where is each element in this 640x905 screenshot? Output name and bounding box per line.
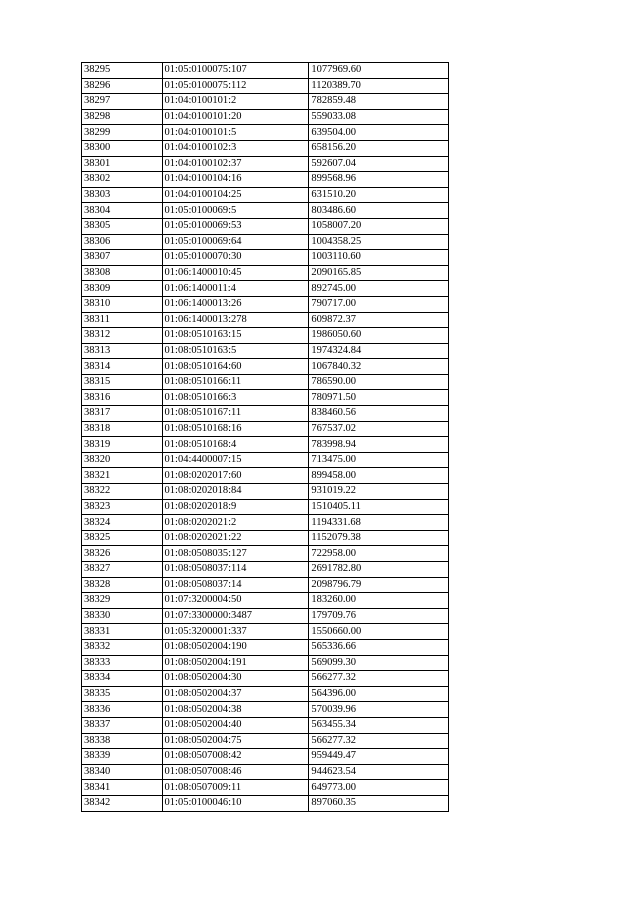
value-cell: 1077969.60	[309, 63, 449, 79]
cadastral-number-cell: 01:04:0100102:37	[162, 156, 309, 172]
value-cell: 767537.02	[309, 421, 449, 437]
row-number-cell: 38341	[82, 780, 163, 796]
row-number-cell: 38331	[82, 624, 163, 640]
table-row	[82, 281, 449, 297]
table-row	[82, 671, 449, 687]
cadastral-number-cell: 01:04:0100101:2	[162, 94, 309, 110]
table-row	[82, 546, 449, 562]
table-row	[82, 421, 449, 437]
row-number-cell: 38320	[82, 452, 163, 468]
cadastral-number-cell: 01:06:1400011:4	[162, 281, 309, 297]
value-cell: 786590.00	[309, 374, 449, 390]
row-number-cell: 38315	[82, 374, 163, 390]
cadastral-number-cell: 01:06:1400013:278	[162, 312, 309, 328]
value-cell: 1067840.32	[309, 359, 449, 375]
table-row	[82, 499, 449, 515]
table-row	[82, 328, 449, 344]
row-number-cell: 38325	[82, 530, 163, 546]
table-row	[82, 203, 449, 219]
value-cell: 892745.00	[309, 281, 449, 297]
row-number-cell: 38307	[82, 250, 163, 266]
row-number-cell: 38312	[82, 328, 163, 344]
cadastral-number-cell: 01:06:1400013:26	[162, 296, 309, 312]
value-cell: 1058007.20	[309, 218, 449, 234]
value-cell: 569099.30	[309, 655, 449, 671]
table-row	[82, 296, 449, 312]
row-number-cell: 38338	[82, 733, 163, 749]
cadastral-number-cell: 01:08:0502004:37	[162, 686, 309, 702]
value-cell: 899568.96	[309, 172, 449, 188]
cadastral-number-cell: 01:08:0502004:75	[162, 733, 309, 749]
value-cell: 649773.00	[309, 780, 449, 796]
table-row	[82, 749, 449, 765]
table-row	[82, 406, 449, 422]
value-cell: 1152079.38	[309, 530, 449, 546]
cadastral-number-cell: 01:08:0507008:42	[162, 749, 309, 765]
table-row	[82, 125, 449, 141]
cadastral-number-cell: 01:05:0100069:64	[162, 234, 309, 250]
cadastral-number-cell: 01:07:3300000:3487	[162, 608, 309, 624]
cadastral-number-cell: 01:08:0510166:11	[162, 374, 309, 390]
row-number-cell: 38326	[82, 546, 163, 562]
table-row	[82, 764, 449, 780]
row-number-cell: 38322	[82, 484, 163, 500]
table-row	[82, 218, 449, 234]
cadastral-number-cell: 01:08:0508037:114	[162, 562, 309, 578]
row-number-cell: 38334	[82, 671, 163, 687]
cadastral-value-table	[81, 62, 449, 812]
row-number-cell: 38304	[82, 203, 163, 219]
table-row	[82, 717, 449, 733]
cadastral-number-cell: 01:08:0202021:22	[162, 530, 309, 546]
value-cell: 838460.56	[309, 406, 449, 422]
cadastral-number-cell: 01:05:0100075:112	[162, 78, 309, 94]
row-number-cell: 38327	[82, 562, 163, 578]
cadastral-number-cell: 01:08:0508035:127	[162, 546, 309, 562]
row-number-cell: 38306	[82, 234, 163, 250]
cadastral-number-cell: 01:08:0510166:3	[162, 390, 309, 406]
cadastral-number-cell: 01:04:0100104:25	[162, 187, 309, 203]
value-cell: 783998.94	[309, 437, 449, 453]
value-cell: 566277.32	[309, 671, 449, 687]
cadastral-number-cell: 01:08:0502004:40	[162, 717, 309, 733]
value-cell: 780971.50	[309, 390, 449, 406]
value-cell: 609872.37	[309, 312, 449, 328]
table-body	[82, 63, 449, 812]
row-number-cell: 38298	[82, 109, 163, 125]
table-row	[82, 265, 449, 281]
value-cell: 564396.00	[309, 686, 449, 702]
cadastral-number-cell: 01:08:0510167:11	[162, 406, 309, 422]
row-number-cell: 38329	[82, 593, 163, 609]
value-cell: 722958.00	[309, 546, 449, 562]
table-row	[82, 780, 449, 796]
row-number-cell: 38323	[82, 499, 163, 515]
row-number-cell: 38311	[82, 312, 163, 328]
cadastral-number-cell: 01:08:0507008:46	[162, 764, 309, 780]
row-number-cell: 38328	[82, 577, 163, 593]
value-cell: 782859.48	[309, 94, 449, 110]
table-row	[82, 374, 449, 390]
table-row	[82, 639, 449, 655]
table-row	[82, 608, 449, 624]
table-row	[82, 702, 449, 718]
cadastral-number-cell: 01:08:0502004:38	[162, 702, 309, 718]
cadastral-number-cell: 01:04:0100101:5	[162, 125, 309, 141]
row-number-cell: 38318	[82, 421, 163, 437]
row-number-cell: 38309	[82, 281, 163, 297]
cadastral-number-cell: 01:08:0502004:30	[162, 671, 309, 687]
cadastral-number-cell: 01:08:0510163:5	[162, 343, 309, 359]
cadastral-number-cell: 01:04:4400007:15	[162, 452, 309, 468]
table-row	[82, 795, 449, 811]
cadastral-number-cell: 01:08:0510163:15	[162, 328, 309, 344]
value-cell: 2098796.79	[309, 577, 449, 593]
table-row	[82, 250, 449, 266]
value-cell: 1120389.70	[309, 78, 449, 94]
cadastral-number-cell: 01:08:0502004:191	[162, 655, 309, 671]
row-number-cell: 38299	[82, 125, 163, 141]
cadastral-number-cell: 01:08:0202017:60	[162, 468, 309, 484]
value-cell: 897060.35	[309, 795, 449, 811]
row-number-cell: 38297	[82, 94, 163, 110]
value-cell: 1003110.60	[309, 250, 449, 266]
row-number-cell: 38324	[82, 515, 163, 531]
row-number-cell: 38317	[82, 406, 163, 422]
cadastral-number-cell: 01:07:3200004:50	[162, 593, 309, 609]
row-number-cell: 38333	[82, 655, 163, 671]
table-row	[82, 343, 449, 359]
value-cell: 563455.34	[309, 717, 449, 733]
row-number-cell: 38314	[82, 359, 163, 375]
table-row	[82, 624, 449, 640]
table-row	[82, 733, 449, 749]
row-number-cell: 38340	[82, 764, 163, 780]
table-row	[82, 562, 449, 578]
row-number-cell: 38303	[82, 187, 163, 203]
value-cell: 183260.00	[309, 593, 449, 609]
value-cell: 1986050.60	[309, 328, 449, 344]
value-cell: 2691782.80	[309, 562, 449, 578]
value-cell: 566277.32	[309, 733, 449, 749]
table-row	[82, 156, 449, 172]
value-cell: 658156.20	[309, 140, 449, 156]
table-row	[82, 452, 449, 468]
cadastral-number-cell: 01:05:3200001:337	[162, 624, 309, 640]
cadastral-number-cell: 01:08:0508037:14	[162, 577, 309, 593]
table-row	[82, 484, 449, 500]
row-number-cell: 38302	[82, 172, 163, 188]
table-row	[82, 593, 449, 609]
value-cell: 639504.00	[309, 125, 449, 141]
row-number-cell: 38296	[82, 78, 163, 94]
row-number-cell: 38308	[82, 265, 163, 281]
cadastral-number-cell: 01:08:0502004:190	[162, 639, 309, 655]
row-number-cell: 38330	[82, 608, 163, 624]
cadastral-number-cell: 01:08:0202021:2	[162, 515, 309, 531]
table-row	[82, 686, 449, 702]
value-cell: 713475.00	[309, 452, 449, 468]
row-number-cell: 38321	[82, 468, 163, 484]
value-cell: 899458.00	[309, 468, 449, 484]
value-cell: 959449.47	[309, 749, 449, 765]
row-number-cell: 38305	[82, 218, 163, 234]
table-row	[82, 109, 449, 125]
row-number-cell: 38337	[82, 717, 163, 733]
cadastral-number-cell: 01:08:0202018:84	[162, 484, 309, 500]
row-number-cell: 38295	[82, 63, 163, 79]
value-cell: 931019.22	[309, 484, 449, 500]
row-number-cell: 38313	[82, 343, 163, 359]
value-cell: 592607.04	[309, 156, 449, 172]
table-row	[82, 530, 449, 546]
value-cell: 631510.20	[309, 187, 449, 203]
table-row	[82, 390, 449, 406]
row-number-cell: 38310	[82, 296, 163, 312]
cadastral-number-cell: 01:05:0100046:10	[162, 795, 309, 811]
table-row	[82, 655, 449, 671]
value-cell: 1194331.68	[309, 515, 449, 531]
value-cell: 944623.54	[309, 764, 449, 780]
row-number-cell: 38301	[82, 156, 163, 172]
table-row	[82, 515, 449, 531]
row-number-cell: 38319	[82, 437, 163, 453]
cadastral-number-cell: 01:08:0507009:11	[162, 780, 309, 796]
value-cell: 1550660.00	[309, 624, 449, 640]
table-row	[82, 187, 449, 203]
value-cell: 803486.60	[309, 203, 449, 219]
value-cell: 559033.08	[309, 109, 449, 125]
row-number-cell: 38339	[82, 749, 163, 765]
table-row	[82, 437, 449, 453]
cadastral-number-cell: 01:04:0100102:3	[162, 140, 309, 156]
table-row	[82, 140, 449, 156]
row-number-cell: 38336	[82, 702, 163, 718]
row-number-cell: 38316	[82, 390, 163, 406]
row-number-cell: 38335	[82, 686, 163, 702]
cadastral-number-cell: 01:04:0100101:20	[162, 109, 309, 125]
value-cell: 179709.76	[309, 608, 449, 624]
table-row	[82, 234, 449, 250]
cadastral-number-cell: 01:05:0100075:107	[162, 63, 309, 79]
row-number-cell: 38332	[82, 639, 163, 655]
row-number-cell: 38342	[82, 795, 163, 811]
table-row	[82, 94, 449, 110]
table-row	[82, 78, 449, 94]
cadastral-number-cell: 01:08:0510164:60	[162, 359, 309, 375]
cadastral-number-cell: 01:08:0510168:16	[162, 421, 309, 437]
value-cell: 1974324.84	[309, 343, 449, 359]
table-row	[82, 312, 449, 328]
cadastral-number-cell: 01:08:0510168:4	[162, 437, 309, 453]
value-cell: 1004358.25	[309, 234, 449, 250]
value-cell: 565336.66	[309, 639, 449, 655]
table-row	[82, 359, 449, 375]
value-cell: 2090165.85	[309, 265, 449, 281]
value-cell: 790717.00	[309, 296, 449, 312]
value-cell: 1510405.11	[309, 499, 449, 515]
cadastral-number-cell: 01:05:0100070:30	[162, 250, 309, 266]
table-row	[82, 577, 449, 593]
cadastral-number-cell: 01:05:0100069:53	[162, 218, 309, 234]
cadastral-number-cell: 01:06:1400010:45	[162, 265, 309, 281]
table-row	[82, 172, 449, 188]
table-row	[82, 468, 449, 484]
cadastral-number-cell: 01:08:0202018:9	[162, 499, 309, 515]
value-cell: 570039.96	[309, 702, 449, 718]
table-row	[82, 63, 449, 79]
row-number-cell: 38300	[82, 140, 163, 156]
cadastral-number-cell: 01:05:0100069:5	[162, 203, 309, 219]
cadastral-number-cell: 01:04:0100104:16	[162, 172, 309, 188]
